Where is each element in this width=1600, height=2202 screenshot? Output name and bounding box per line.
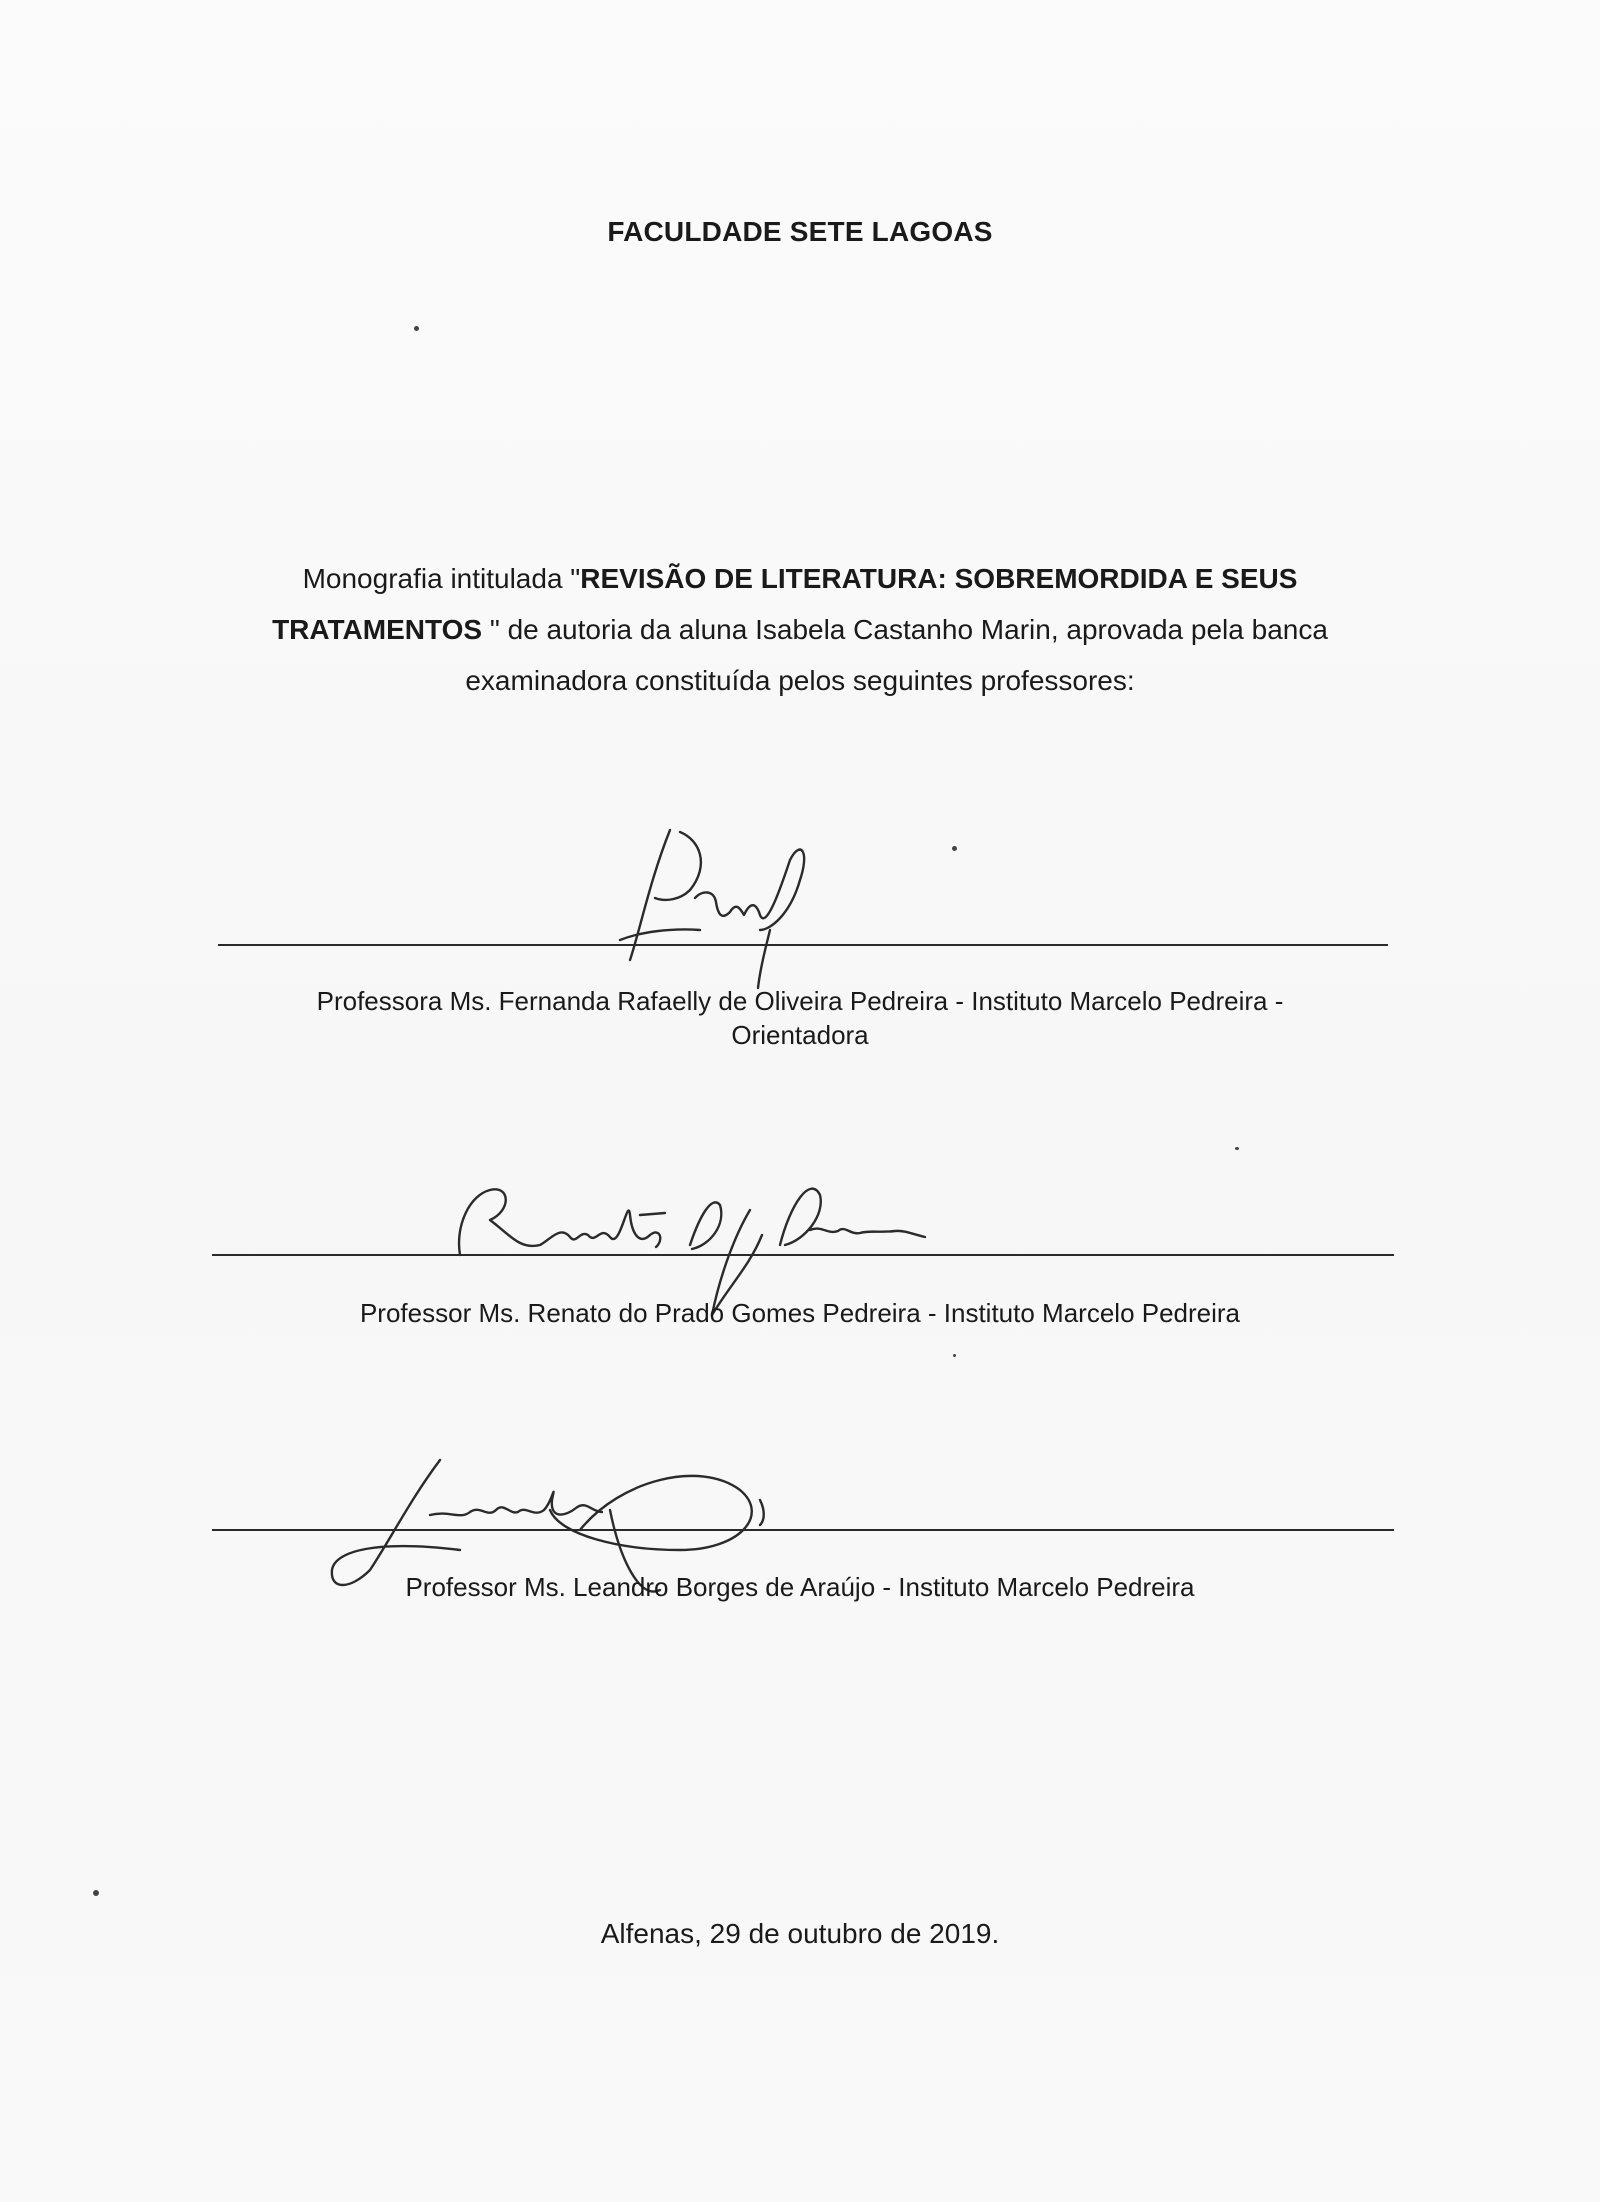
approval-statement: [220, 553, 1380, 706]
examiner-name-3: Professor Ms. Leandro Borges de Araújo - Instituto Marcelo Pedreira: [405, 1572, 1195, 1602]
institution-name: FACULDADE SETE LAGOAS: [607, 216, 993, 247]
examiner-caption-3: [200, 1570, 1400, 1604]
scan-speck: [953, 1354, 956, 1357]
signature-line-3: [212, 1529, 1394, 1531]
examiner-caption-2: [200, 1296, 1400, 1330]
signature-1: [610, 820, 830, 990]
scan-speck: [414, 326, 419, 331]
signature-line-2: [212, 1254, 1394, 1256]
monograph-title: REVISÃO DE LITERATURA: SOBREMORDIDA E SEUS TRATAMENTOS: [272, 563, 1298, 645]
statement-trail: " de autoria da aluna Isabela Castanho Marin, aprovada pela banca examinadora constituída pelos seguintes professores:: [465, 614, 1328, 696]
examiner-caption-1: [200, 984, 1400, 1052]
scan-speck: [93, 1890, 99, 1896]
statement-lead: Monografia intitulada ": [302, 563, 581, 594]
examiner-name-1: Professora Ms. Fernanda Rafaelly de Oliveira Pedreira - Instituto Marcelo Pedreira -: [316, 986, 1284, 1016]
scan-speck: [1235, 1147, 1239, 1150]
examiner-role-1: Orientadora: [731, 1020, 869, 1050]
scan-speck: [952, 846, 957, 851]
signature-line-1: [218, 944, 1388, 946]
examiner-name-2: Professor Ms. Renato do Prado Gomes Pedreira - Instituto Marcelo Pedreira: [359, 1298, 1241, 1328]
place-and-date: Alfenas, 29 de outubro de 2019.: [600, 1918, 1000, 1949]
